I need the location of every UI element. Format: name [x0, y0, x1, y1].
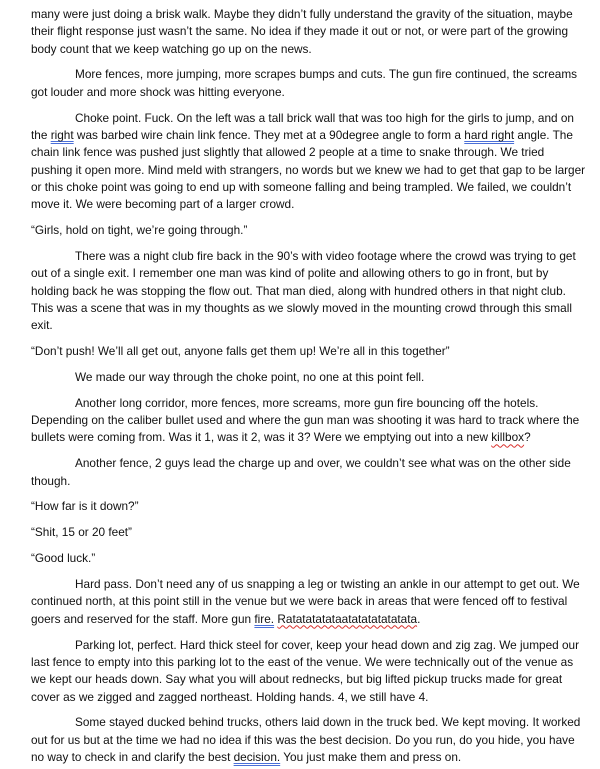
paragraph [31, 550, 588, 567]
text-run: Hard pass. Don’t need any of us snapping a leg or twisting an ankle in our attempt to get out. We continued north, at this point still in the venue but we were back in areas that were fenced off to festival goers and reserved for the staff. More gun [31, 577, 580, 626]
paragraph [31, 714, 588, 766]
text-run: “Girls, hold on tight, we’re going through.” [31, 223, 248, 238]
text-run: “Shit, 15 or 20 feet” [31, 525, 132, 540]
grammar-suggestion-mark[interactable]: decision. [233, 750, 281, 764]
grammar-suggestion-mark[interactable]: right [50, 127, 74, 142]
spelling-error-mark[interactable]: killbox [491, 430, 525, 445]
paragraph [31, 343, 588, 360]
text-run: Choke point. Fuck. On the left was a tall brick wall that was too high for the girls to jump, and on the [31, 110, 574, 142]
paragraph [31, 576, 588, 628]
grammar-suggestion-mark[interactable]: hard right [464, 127, 515, 142]
text-run: ? [524, 430, 531, 445]
paragraph [31, 66, 588, 101]
text-run: You just make them and press on. [280, 750, 462, 764]
paragraph [31, 455, 588, 490]
text-run: We made our way through the choke point, no one at this point fell. [75, 369, 425, 384]
text-run: angle. The chain link fence was pushed just slightly that allowed 2 people at a time to snake through. We tried pushing it open more. Mind meld with strangers, no words but we knew we had to get that gap to be larger or this choke point was going to end up with someone falling and being trampled. We failed, we couldn’t move it. We were becoming part of a larger crowd. [31, 127, 586, 212]
paragraph [31, 110, 588, 214]
paragraph [31, 248, 588, 334]
document-body[interactable] [31, 6, 588, 766]
paragraph [31, 369, 588, 386]
text-run: Some stayed ducked behind trucks, others laid down in the truck bed. We kept moving. It worked out for us but at the time we had no idea if this was the best decision. Do you run, do you hide, you have no way to check in and clarify the best [31, 715, 581, 764]
paragraph [31, 395, 588, 447]
text-run: . [417, 611, 421, 626]
text-run: “How far is it down?” [31, 499, 139, 514]
text-run: Another long corridor, more fences, more screams, more gun fire bouncing off the hotels. Depending on the caliber bullet used and where the gun man was shooting it was hard to track where the bullets were coming from. Was it 1, was it 2, was it 3? Were we emptying out into a new [31, 395, 580, 445]
paragraph [31, 6, 588, 58]
paragraph [31, 524, 588, 541]
text-run: Another fence, 2 guys lead the charge up and over, we couldn’t see what was on the other side though. [31, 456, 571, 488]
paragraph [31, 498, 588, 515]
text-run: “Don’t push! We’ll all get out, anyone falls get them up! We’re all in this together” [31, 344, 450, 359]
text-run: was barbed wire chain link fence. They met at a 90degree angle to form a [73, 127, 465, 142]
grammar-suggestion-mark[interactable]: fire. [254, 611, 275, 626]
text-run: There was a night club fire back in the 90’s with video footage where the crowd was trying to get out of a single exit. I remember one man was kind of polite and allowing others to go in front, but by holding back he was stopping the flow out. That man died, along with hundred others in that night club. This was a scene that was in my thoughts as we slowly moved in the mounting crowd through this small exit. [31, 248, 576, 333]
spelling-error-mark[interactable]: Ratatatatataatatatatatatata [277, 611, 418, 626]
paragraph [31, 637, 588, 706]
text-run: many were just doing a brisk walk. Maybe they didn’t fully understand the gravity of the situation, maybe their flight response just wasn’t the same. No idea if they made it out or not, or were part of the growing body count that we keep watching go up on the news. [31, 7, 573, 56]
text-run: “Good luck.” [31, 551, 96, 566]
text-run: More fences, more jumping, more scrapes bumps and cuts. The gun fire continued, the screams got louder and more shock was hitting everyone. [31, 67, 578, 99]
text-run: Parking lot, perfect. Hard thick steel for cover, keep your head down and zig zag. We jumped our last fence to empty into this parking lot to the east of the venue. We were technically out of the venue as we kept our heads down. Say what you will about rednecks, but big lifted pickup trucks made for great cover as we zigged and zagged northeast. Holding hands. 4, we still have 4. [31, 637, 580, 704]
paragraph [31, 222, 588, 239]
